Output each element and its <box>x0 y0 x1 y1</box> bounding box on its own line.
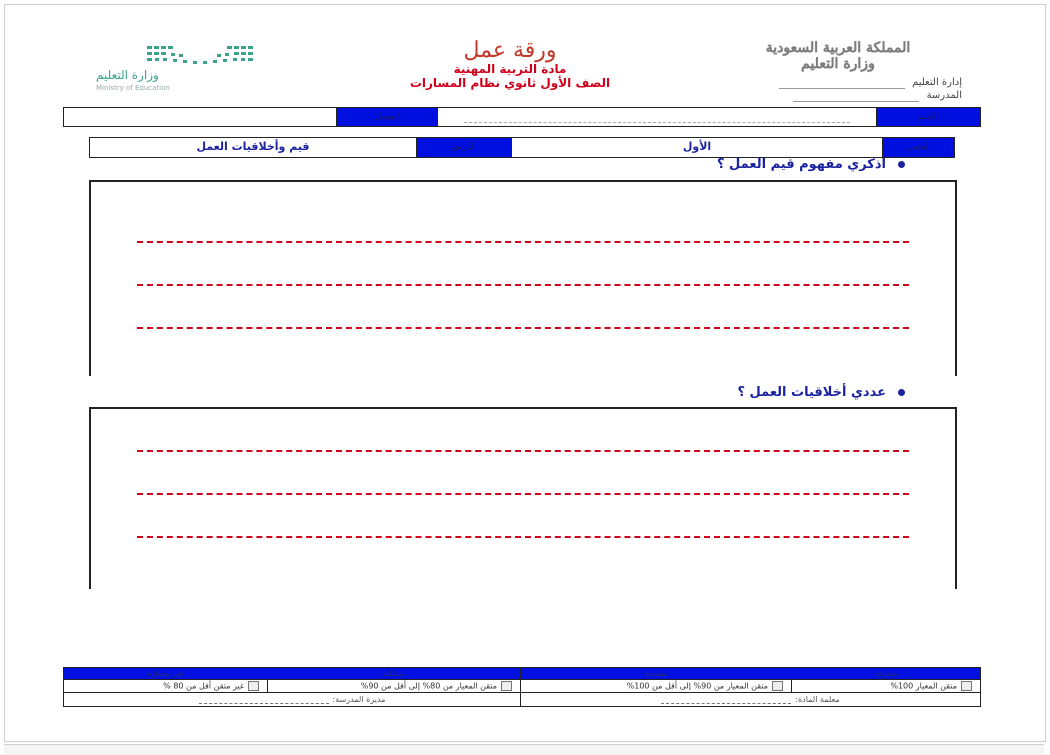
subject-grade <box>360 62 660 90</box>
question-2 <box>600 385 905 400</box>
ministry-name-ar: وزارة التعليم <box>96 68 159 82</box>
rubric-criterion-text: متقن المعيار 100% <box>890 681 957 691</box>
name-input[interactable] <box>437 108 876 126</box>
student-info-row <box>63 107 981 127</box>
chapter-label: الفصل <box>882 138 954 157</box>
class-label: الفصل <box>336 108 437 126</box>
worksheet-title: ورقة عمل <box>463 38 557 63</box>
principal-signature[interactable] <box>64 693 521 707</box>
teacher-signature[interactable] <box>521 693 981 707</box>
ministry-logo <box>90 44 270 96</box>
kingdom-logo-line-1: المملكة العربية السعودية <box>765 40 911 56</box>
rubric-criteria-row <box>64 680 981 693</box>
checkbox-icon[interactable] <box>772 681 783 691</box>
rubric-criterion[interactable] <box>792 680 981 693</box>
rubric-criterion[interactable] <box>521 680 792 693</box>
rubric-criterion-text: متقن المعيار من 90% إلى أقل من 100% <box>626 681 768 691</box>
name-label: الاسم <box>876 108 980 126</box>
answer-line[interactable] <box>137 450 909 452</box>
rubric-level-title: متمكنة <box>268 668 521 680</box>
lesson-value: قيم وأخلاقيات العمل <box>90 138 416 157</box>
teacher-signature-input[interactable] <box>661 695 791 704</box>
chapter-value: الأول <box>511 138 882 157</box>
rubric-criterion-text: غير متقن أقل من 80 % <box>163 681 244 691</box>
teacher-signature-label: معلمة المادة: <box>795 695 840 704</box>
question-1-text: اذكري مفهوم قيم العمل ؟ <box>716 157 886 172</box>
kingdom-logo <box>738 40 938 76</box>
rubric-header-row <box>64 668 981 680</box>
answer-line[interactable] <box>137 284 909 286</box>
bullet-icon <box>898 161 905 168</box>
ministry-name-en: Ministry of Education <box>96 84 170 92</box>
lesson-info-row <box>89 137 955 158</box>
kingdom-logo-line-2: وزارة التعليم <box>801 56 875 72</box>
admin-fields <box>722 76 962 102</box>
answer-line[interactable] <box>137 327 909 329</box>
signature-row <box>64 693 981 707</box>
class-input[interactable] <box>64 108 336 126</box>
checkbox-icon[interactable] <box>501 681 512 691</box>
principal-signature-input[interactable] <box>199 695 329 704</box>
grade-name: الصف الأول ثانوي نظام المسارات <box>409 76 611 90</box>
school-input[interactable] <box>793 91 919 102</box>
rubric-level-title: غير مجتازة <box>64 668 268 680</box>
answer-line[interactable] <box>137 493 909 495</box>
education-admin-label: إدارة التعليم <box>912 77 962 88</box>
question-1 <box>600 157 905 172</box>
answer-line[interactable] <box>137 241 909 243</box>
answer-box-1[interactable] <box>89 180 957 376</box>
rubric-criterion[interactable] <box>64 680 268 693</box>
rubric-level-title: متقدمة <box>521 668 792 680</box>
rubric-table <box>63 667 981 707</box>
principal-signature-label: مديرة المدرسة: <box>332 695 386 704</box>
answer-box-2[interactable] <box>89 407 957 589</box>
education-admin-input[interactable] <box>779 78 905 89</box>
rubric-level-title: متفوقة <box>792 668 981 680</box>
checkbox-icon[interactable] <box>961 681 972 691</box>
rubric-criterion[interactable] <box>268 680 521 693</box>
question-2-text: عددي أخلاقيات العمل ؟ <box>737 385 886 400</box>
checkbox-icon[interactable] <box>248 681 259 691</box>
lesson-label: الدرس <box>416 138 511 157</box>
subject-name: مادة التربية المهنية <box>453 62 567 76</box>
school-field[interactable] <box>722 89 962 102</box>
bullet-icon <box>898 389 905 396</box>
education-admin-field[interactable] <box>722 76 962 89</box>
school-label: المدرسة <box>926 90 962 101</box>
ministry-logo-icon <box>145 44 255 64</box>
name-value <box>464 112 849 123</box>
rubric-criterion-text: متقن المعيار من 80% إلى أقل من 90% <box>360 681 497 691</box>
answer-line[interactable] <box>137 536 909 538</box>
